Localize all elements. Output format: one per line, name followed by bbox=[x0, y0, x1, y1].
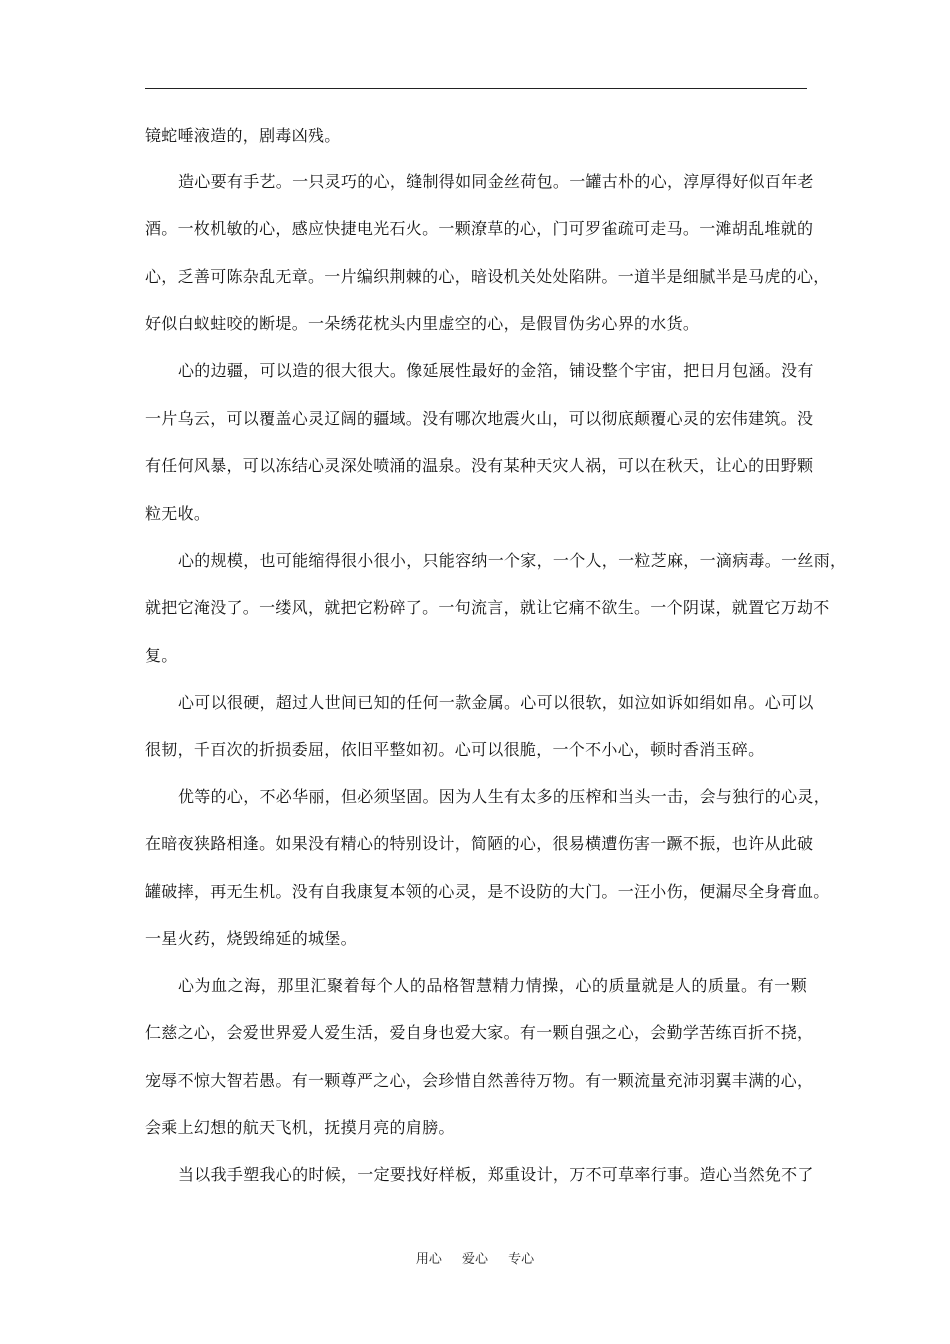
text-line: 心的边疆，可以造的很大很大。像延展性最好的金箔，铺设整个宇宙，把日月包涵。没有 bbox=[178, 361, 814, 380]
text-line: 仁慈之心，会爱世界爱人爱生活，爱自身也爱大家。有一颗自强之心，会勤学苦练百折不挠， bbox=[145, 1023, 814, 1042]
text-line: 宠辱不惊大智若愚。有一颗尊严之心，会珍惜自然善待万物。有一颗流量充沛羽翼丰满的心， bbox=[145, 1071, 814, 1090]
footer-item: 用心 bbox=[415, 1252, 442, 1267]
text-line: 心可以很硬，超过人世间已知的任何一款金属。心可以很软，如泣如诉如绢如帛。心可以 bbox=[178, 693, 814, 712]
text-line: 造心要有手艺。一只灵巧的心，缝制得如同金丝荷包。一罐古朴的心，淳厚得好似百年老 bbox=[178, 172, 814, 191]
text-line: 一片乌云，可以覆盖心灵辽阔的疆域。没有哪次地震火山，可以彻底颠覆心灵的宏伟建筑。没 bbox=[145, 409, 814, 428]
header-rule bbox=[145, 88, 807, 89]
text-line: 会乘上幻想的航天飞机，抚摸月亮的肩膀。 bbox=[145, 1118, 455, 1137]
page-footer bbox=[0, 1252, 950, 1268]
text-line: 心为血之海，那里汇聚着每个人的品格智慧精力情操，心的质量就是人的质量。有一颗 bbox=[178, 976, 807, 995]
text-line: 心，乏善可陈杂乱无章。一片编织荆棘的心，暗设机关处处陷阱。一道半是细腻半是马虎的心， bbox=[145, 267, 830, 286]
text-line: 镜蛇唾液造的，剧毒凶残。 bbox=[145, 126, 341, 145]
text-line: 就把它淹没了。一缕风，就把它粉碎了。一句流言，就让它痛不欲生。一个阴谋，就置它万劫不 bbox=[145, 598, 830, 617]
footer-item: 专心 bbox=[508, 1252, 535, 1267]
text-line: 很韧，千百次的折损委屈，依旧平整如初。心可以很脆，一个不小心，顿时香消玉碎。 bbox=[145, 740, 765, 759]
text-line: 好似白蚁蛀咬的断堤。一朵绣花枕头内里虚空的心，是假冒伪劣心界的水货。 bbox=[145, 314, 700, 333]
text-line: 心的规模，也可能缩得很小很小，只能容纳一个家，一个人，一粒芝麻，一滴病毒。一丝雨， bbox=[178, 551, 847, 570]
text-line: 有任何风暴，可以冻结心灵深处喷涌的温泉。没有某种天灾人祸，可以在秋天，让心的田野颗 bbox=[145, 456, 814, 475]
text-line: 在暗夜狭路相逢。如果没有精心的特别设计，简陋的心，很易横遭伤害一蹶不振，也许从此破 bbox=[145, 834, 814, 853]
text-line: 一星火药，烧毁绵延的城堡。 bbox=[145, 929, 357, 948]
text-line: 复。 bbox=[145, 646, 178, 665]
footer-item: 爱心 bbox=[461, 1252, 488, 1267]
text-line: 罐破摔，再无生机。没有自我康复本领的心灵，是不设防的大门。一汪小伤，便漏尽全身膏血。 bbox=[145, 882, 830, 901]
text-line: 酒。一枚机敏的心，感应快捷电光石火。一颗潦草的心，门可罗雀疏可走马。一滩胡乱堆就的 bbox=[145, 219, 814, 238]
text-line: 优等的心，不必华丽，但必须坚固。因为人生有太多的压榨和当头一击，会与独行的心灵， bbox=[178, 787, 831, 806]
text-line: 当以我手塑我心的时候，一定要找好样板，郑重设计，万不可草率行事。造心当然免不了 bbox=[178, 1165, 814, 1184]
text-line: 粒无收。 bbox=[145, 504, 211, 523]
